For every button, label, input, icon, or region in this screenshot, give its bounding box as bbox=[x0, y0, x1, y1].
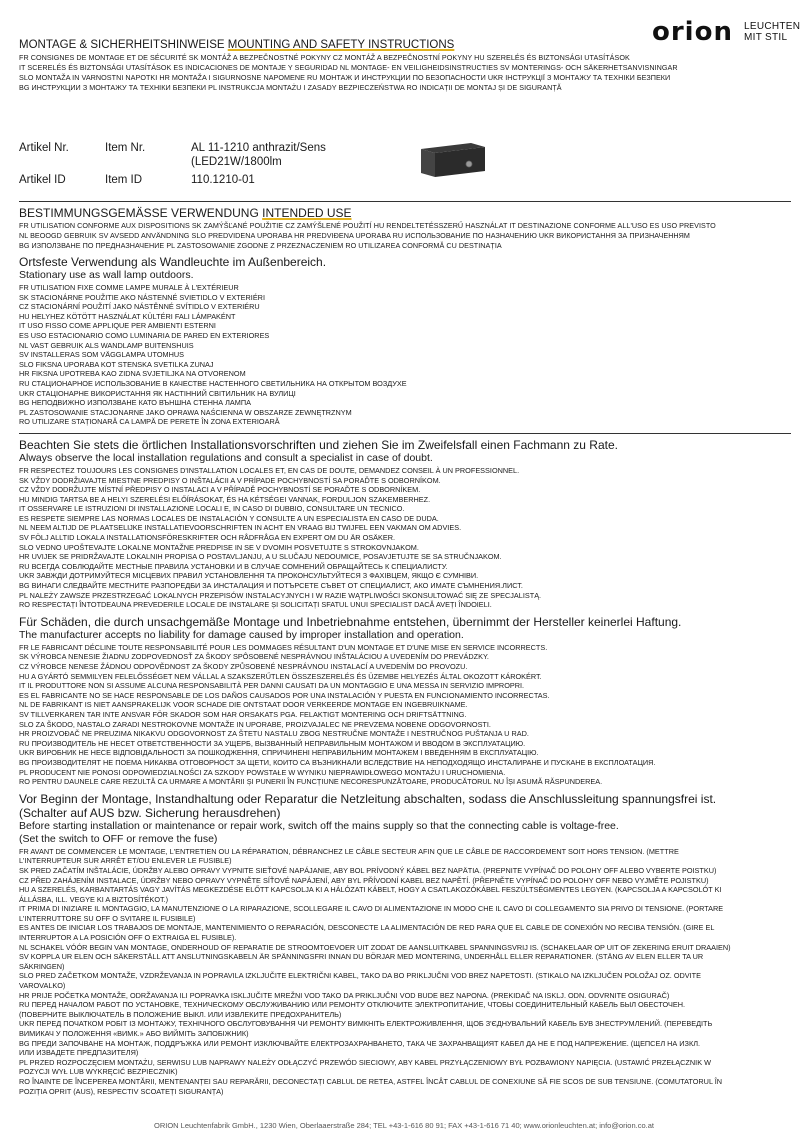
s4-line: ÁLLÁSBA, ILL. VEGYE KI A BIZTOSÍTÉKOT.) bbox=[19, 894, 169, 904]
s3-line: UKR ВИРОБНИК НЕ НЕСЕ ВІДПОВІДАЛЬНОСТІ ЗА ПОШКОДЖЕННЯ, СПРИЧИНЕНІ НЕПРАВИЛЬНИМ МОНТАЖЕМ І ВВЕДЕННЯМ В ЕКСПЛУАТАЦІЮ. bbox=[19, 748, 539, 758]
document-body bbox=[19, 38, 791, 1096]
s4-line: BG ПРЕДИ ЗАПОЧВАНЕ НА МОНТАЖ, ПОДДРЪЖКА ИЛИ РЕМОНТ ИЗКЛЮЧВАЙТЕ ЕЛЕКТРОЗАХРАНВАНЕТО, ТАКА ЧЕ ЗАХРАНВАЩИЯТ КАБЕЛ ДА НЕ Е ПОД НАПРЕЖЕНИЕ. (ЩЕПСЕЛ НА ИЗКЛ. bbox=[19, 1038, 701, 1048]
article-nr-value: AL 11-1210 anthrazit/Sens bbox=[191, 142, 326, 154]
intended-use-translation-line: BG ИЗПОЛЗВАНЕ ПО ПРЕДНАЗНАЧЕНИЕ PL ZASTOSOWANIE ZGODNE Z PRZEZNACZENIEM RO UTILIZAREA CONFORMĂ CU DESTINAȚIA bbox=[19, 241, 502, 250]
s4-line: ВИМИКАЧ У ПОЛОЖЕННЯ «ВИМК.» АБО ВИЙМІТЬ ЗАПОБІЖНИК) bbox=[19, 1029, 249, 1038]
intended-use-title-en: INTENDED USE bbox=[262, 206, 352, 220]
s4-line: HR PRIJE POČETKA MONTAŽE, ODRŽAVANJA ILI POPRAVKA ISKLJUČITE MREŽNI VOD TAKO DA PRIKLJUČNI VOD BUDE BEZ NAPONA. (PREKIDAČ NA ISKLJ. ODN. ODVRNITE OSIGURAČ) bbox=[19, 990, 670, 1000]
s2-line: UKR ЗАВЖДИ ДОТРИМУЙТЕСЯ МІСЦЕВИХ ПРАВИЛ УСТАНОВЛЕННЯ ТА ПРОКОНСУЛЬТУЙТЕСЯ З ФАХІВЦЕМ, ЯКЩО Є СУМНІВИ. bbox=[19, 571, 479, 581]
s1-line: FR UTILISATION FIXE COMME LAMPE MURALE À L'EXTÉRIEUR bbox=[19, 283, 239, 292]
s1-line: HU HELYHEZ KÖTÖTT HASZNÁLAT KÜLTÉRI FALI LÁMPAKÉNT bbox=[19, 311, 236, 321]
intended-use-title bbox=[19, 206, 791, 220]
s1-line: SV INSTALLERAS SOM VÄGGLAMPA UTOMHUS bbox=[19, 350, 185, 360]
s4-line: UKR ПЕРЕД ПОЧАТКОМ РОБІТ ІЗ МОНТАЖУ, ТЕХНІЧНОГО ОБСЛУГОВУВАННЯ ЧИ РЕМОНТУ ВИМКНІТЬ ЕЛЕКТРОЖИВЛЕННЯ, ЩОБ З'ЄДНУВАЛЬНИЙ КАБЕЛЬ БУВ ЗНЕСТРУМЛЕНИЙ. (ПЕРЕВЕДІТЬ bbox=[19, 1019, 713, 1029]
s4-translations bbox=[19, 847, 791, 1096]
s4-line: ES ANTES DE INICIAR LOS TRABAJOS DE MONTAJE, MANTENIMIENTO O REPARACIÓN, DESCONECTE LA ALIMENTACIÓN DE RED PARA QUE EL CABLE DE CONEXIÓN NO RECIBA TENSIÓN. (GIRE EL bbox=[19, 923, 715, 933]
s3-heading-de: Für Schäden, die durch unsachgemäße Montage und Inbetriebnahme entstehen, übernimmt der Hersteller keinerlei Haftung. bbox=[19, 614, 682, 629]
s3-line: ES EL FABRICANTE NO SE HACE RESPONSABLE DE LOS DAÑOS CAUSADOS POR UNA INSTALACIÓN Y PUESTA EN FUNCIONAMIENTO INCORRECTAS. bbox=[19, 690, 550, 700]
s2-line: HU MINDIG TARTSA BE A HELYI SZERELÉSI ELŐÍRÁSOKAT, ÉS HA KÉTSÉGEI VANNAK, FORDULJON SZAKEMBERHEZ. bbox=[19, 494, 431, 504]
s2-heading-de: Beachten Sie stets die örtlichen Installationsvorschriften und ziehen Sie im Zweifelsfall einen Fachmann zu Rate. bbox=[19, 437, 618, 452]
intended-use-translations bbox=[19, 221, 791, 251]
s2-line: NL NEEM ALTIJD DE PLAATSELIJKE INSTALLATIEVOORSCHRIFTEN IN ACHT EN VRAAG BIJ TWIJFEL EEN VAKMAN OM ADVIES. bbox=[19, 523, 462, 533]
s2-line: SV FÖLJ ALLTID LOKALA INSTALLATIONSFÖRESKRIFTER OCH RÅDFRÅGA EN EXPERT OM DU ÄR OSÄKER. bbox=[19, 533, 396, 543]
s3-line: HU A GYÁRTÓ SEMMILYEN FELELŐSSÉGET NEM VÁLLAL A SZAKSZERŰTLEN ÖSSZESZERELÉS ÉS ÜZEMBE HELYEZÉS ÁLTAL OKOZOTT KÁROKÉRT. bbox=[19, 671, 542, 681]
s4-line: IT PRIMA DI INIZIARE IL MONTAGGIO, LA MANUTENZIONE O LA RIPARAZIONE, SCOLLEGARE IL CAVO DI ALIMENTAZIONE IN MODO CHE IL CAVO DI COLLEGAMENTO SIA PRIVO DI TENSIONE. (PORTARE bbox=[19, 904, 724, 914]
s4-line: HU A SZERELÉS, KARBANTARTÁS VAGY JAVÍTÁS MEGKEZDÉSE ELŐTT KAPCSOLJA KI A HÁLÓZATI KÁBELT, HOGY A CSATLAKOZÓKÁBEL FESZÜLTSÉGMENTES LEGYEN. (KAPCSOLJA A KAPCSOLÓT KI bbox=[19, 885, 722, 895]
s3-line: FR LE FABRICANT DÉCLINE TOUTE RESPONSABILITÉ POUR LES DOMMAGES RÉSULTANT D'UN MONTAGE ET D'UNE MISE EN SERVICE INCORRECTS. bbox=[19, 642, 548, 652]
main-title-de: MONTAGE & SICHERHEITSHINWEISE bbox=[19, 39, 225, 51]
s3-line: HR PROIZVOĐAČ NE PREUZIMA NIKAKVU ODGOVORNOST ZA ŠTETU NASTALU ZBOG NESTRUČNE MONTAŽE I NESTRUČNOG PUŠTANJA U RAD. bbox=[19, 729, 529, 739]
s1-translations bbox=[19, 283, 791, 427]
s3-line: CZ VÝROBCE NENESE ŽÁDNOU ODPOVĚDNOST ZA ŠKODY ZPŮSOBENÉ NESPRÁVNOU INSTALACÍ A UVEDENÍM DO PROVOZU. bbox=[19, 662, 468, 671]
s2-line: IT OSSERVARE LE ISTRUZIONI DI INSTALLAZIONE LOCALI E, IN CASO DI DUBBIO, CONSULTARE UN TECNICO. bbox=[19, 504, 405, 514]
s2-line: SLO VEDNO UPOŠTEVAJTE LOKALNE MONTAŽNE PREDPISE IN SE V DVOMIH POSVETUJTE S STROKOVNJAKOM. bbox=[19, 542, 419, 552]
s1-line: RO UTILIZARE STAȚIONARĂ CA LAMPĂ DE PERETE ÎN ZONA EXTERIOARĂ bbox=[19, 417, 280, 427]
s4-line: CZ PŘED ZAHÁJENÍM INSTALACE, ÚDRŽBY NEBO OPRAVY VYPNĚTE SÍŤOVÉ NAPÁJENÍ, ABY BYL PŘÍVODNÍ KABEL BEZ NAPĚTÍ. (PŘEPNĚTE VYPÍNAČ DO POLOHY OFF NEBO VYJMĚTE POJISTKU) bbox=[19, 875, 709, 885]
title-translation-line: BG ИНСТРУКЦИИ З МОНТАЖУ ТА ТЕХНІКИ БЕЗПЕКИ PL INSTRUKCJA MONTAŻU I ZASADY BEZPIECZEŃSTWA RO INDICAȚII DE MONTAJ ȘI DE SIGURANȚĂ bbox=[19, 83, 562, 92]
s3-heading-en: The manufacturer accepts no liability for damage caused by improper installation and operation. bbox=[19, 628, 464, 641]
s4-heading-en-note: (Set the switch to OFF or remove the fuse) bbox=[19, 832, 218, 845]
s2-line: ES RESPETE SIEMPRE LAS NORMAS LOCALES DE INSTALACIÓN Y CONSULTE A UN ESPECIALISTA EN CASO DE DUDA. bbox=[19, 513, 439, 523]
s4-line: RO ÎNAINTE DE ÎNCEPEREA MONTĂRII, MENTENANȚEI SAU REPARĂRII, DECONECTAȚI CABLUL DE RETEA, ASTFEL ÎNCÂT CABLUL DE CONEXIUNE SĂ FIE SCOS DE SUB TENSIUNE. (COMUTATORUL ÎN bbox=[19, 1076, 723, 1086]
s4-line: PL PRZED ROZPOCZĘCIEM MONTAŻU, SERWISU LUB NAPRAWY NALEŻY ODŁĄCZYĆ PRZEWÓD SIECIOWY, ABY KABEL PRZYŁĄCZENIOWY BYŁ POZBAWIONY NAPIĘCIA. (USTAWIĆ PRZEŁĄCZNIK W bbox=[19, 1057, 711, 1067]
article-nr-label-en: Item Nr. bbox=[105, 142, 146, 154]
s1-line: HR FIKSNA UPOTREBA KAO ZIDNA SVJETILJKA NA OTVORENOM bbox=[19, 369, 246, 379]
s1-line: ES USO ESTACIONARIO COMO LUMINARIA DE PARED EN EXTERIORES bbox=[19, 330, 270, 340]
s4-line: (ПОВЕРНИТЕ ВЫКЛЮЧАТЕЛЬ В ПОЛОЖЕНИЕ ВЫКЛ. ИЛИ ИЗВЛЕКИТЕ ПРЕДОХРАНИТЕЛЬ) bbox=[19, 1009, 342, 1019]
s4-heading-de-note: (Schalter auf AUS bzw. Sicherung herausdrehen) bbox=[19, 805, 281, 820]
logo-tagline-line2: MIT STIL bbox=[744, 32, 788, 43]
s2-line: FR RESPECTEZ TOUJOURS LES CONSIGNES D'INSTALLATION LOCALES ET, EN CAS DE DOUTE, DEMANDEZ CONSEIL À UN PROFESSIONNEL. bbox=[19, 465, 520, 475]
s3-line: IT IL PRODUTTORE NON SI ASSUME ALCUNA RESPONSABILITÀ PER DANNI CAUSATI DA UN MONTAGGIO E UNA MESSA IN SERVIZIO IMPROPRI. bbox=[19, 681, 525, 691]
s2-line: SK VŽDY DODRŽIAVAJTE MIESTNE PREDPISY O INŠTALÁCII A V PRÍPADE POCHYBNOSTÍ SA PORAĎTE S ODBORNÍKOM. bbox=[19, 475, 441, 485]
s4-line: VAROVALKO) bbox=[19, 981, 66, 991]
s4-line: SV KOPPLA UR ELEN OCH SÄKERSTÄLL ATT ANSLUTNINGSKABELN ÄR SPÄNNINGSFRI INNAN DU BÖRJAR MED MONTERING, UNDERHÅLL ELLER REPARATIONER. (STÄNG AV ELEN ELLER TA UR bbox=[19, 952, 704, 962]
s3-line: RO PENTRU DAUNELE CARE REZULTĂ CA URMARE A MONTĂRII ȘI PUNERII ÎN FUNCȚIUNE NECORESPUNZĂTOARE, PRODUCĂTORUL NU ÎȘI ASUMĂ RĂSPUNDEREA. bbox=[19, 777, 603, 787]
logo-tagline-line1: LEUCHTEN bbox=[744, 21, 801, 32]
s4-line: FR AVANT DE COMMENCER LE MONTAGE, L'ENTRETIEN OU LA RÉPARATION, DÉBRANCHEZ LE CÂBLE SECTEUR AFIN QUE LE CÂBLE DE RACCORDEMENT SOIT HORS TENSION. (METTRE bbox=[19, 846, 679, 856]
logo-word: orion bbox=[652, 17, 733, 47]
s1-line: PL ZASTOSOWANIE STACJONARNE JAKO OPRAWA NAŚCIENNA W OBSZARZE ZEWNĘTRZNYM bbox=[19, 407, 352, 417]
title-translation-line: SLO MONTAŽA IN VARNOSTNI NAPOTKI HR MONTAŽA I SIGURNOSNE NAPOMENE RU МОНТАЖ И ИНСТРУКЦИИ ПО БЕЗОПАСНОСТИ UKR ІНСТРУКЦІЇ З МОНТАЖУ ТА ТЕХНІКИ БЕЗПЕКИ bbox=[19, 73, 671, 82]
article-nr-value-spec: (LED21W/1800lm bbox=[191, 156, 282, 168]
main-title bbox=[19, 38, 791, 52]
s3-line: SK VÝROBCA NENESIE ŽIADNU ZODPOVEDNOSŤ ZA ŠKODY SPÔSOBENÉ NESPRÁVNOU INŠTALÁCIOU A UVEDENÍM DO PREVÁDZKY. bbox=[19, 652, 489, 662]
title-translation-line: FR CONSIGNES DE MONTAGE ET DE SÉCURITÉ SK MONTÁŽ A BEZPEČNOSTNÉ POKYNY CZ MONTÁŽ A BEZPEČNOSTNÍ POKYNY HU SZERELÉS ÉS BIZTONSÁGI UTASÍTÁSOK bbox=[19, 53, 630, 62]
s4-heading-de: Vor Beginn der Montage, Instandhaltung oder Reparatur die Netzleitung abschalten, sodass die Anschlussleitung spannungsfrei ist. bbox=[19, 791, 717, 806]
s3-line: SV TILLVERKAREN TAR INTE ANSVAR FÖR SKADOR SOM HAR ORSAKATS PGA. FELAKTIGT MONTERING OCH DRIFTSÄTTNING. bbox=[19, 709, 467, 719]
s4-line: SLO PRED ZAČETKOM MONTAŽE, VZDRŽEVANJA IN POPRAVILA IZKLJUČITE ELEKTRIČNI KABEL, TAKO DA BO PRIKLJUČNI VOD BREZ NAPETOSTI. (STIKALO NA IZKLJUČEN POLOŽAJ OZ. ODVITE bbox=[19, 971, 701, 981]
s3-translations bbox=[19, 643, 791, 787]
s1-line: UKR СТАЦІОНАРНЕ ВИКОРИСТАННЯ ЯК НАСТІННИЙ СВІТИЛЬНИК НА ВУЛИЦІ bbox=[19, 388, 296, 398]
title-translation-line: IT SCERELÉS ÉS BIZTONSÁGI UTASÍTÁSOK ES INDICACIONES DE MONTAJE Y SEGURIDAD NL MONTAGE- EN VEILIGHEIDSINSTRUCTIES SV MONTERINGS- OCH SÄKERHETSANVISNINGAR bbox=[19, 63, 678, 72]
s4-line: SÄKRINGEN) bbox=[19, 961, 65, 971]
s3-line: RU ПРОИЗВОДИТЕЛЬ НЕ НЕСЕТ ОТВЕТСТВЕННОСТИ ЗА УЩЕРБ, ВЫЗВАННЫЙ НЕПРАВИЛЬНЫМ МОНТАЖОМ И ВВОДОМ В ЭКСПЛУАТАЦИЮ. bbox=[19, 738, 526, 748]
intended-use-title-de: BESTIMMUNGSGEMÄSSE VERWENDUNG bbox=[19, 206, 259, 220]
s1-line: BG НЕПОДВИЖНО ИЗПОЛЗВАНЕ КАТО ВЪНШНА СТЕННА ЛАМПА bbox=[19, 398, 251, 408]
s3-line: BG ПРОИЗВОДИТЕЛЯТ НЕ ПОЕМА НИКАКВА ОТГОВОРНОСТ ЗА ЩЕТИ, КОИТО СА ВЪЗНИКНАЛИ ВСЛЕДСТВИЕ НА НЕПОДХОДЯЩО ИНСТАЛИРАНЕ И ПУСКАНЕ В ЕКСПЛОАТАЦИЯ. bbox=[19, 757, 656, 767]
product-lamp-image bbox=[419, 141, 489, 181]
article-info bbox=[19, 107, 791, 186]
s3-line: SLO ZA ŠKODO, NASTALO ZARADI NESTROKOVNE MONTAŽE IN UPORABE, PROIZVAJALEC NE PREVZEMA NOBENE ODGOVORNOSTI. bbox=[19, 719, 491, 729]
intended-use-translation-line: FR UTILISATION CONFORME AUX DISPOSITIONS SK ZAMÝŠĽANÉ POUŽITIE CZ ZAMÝŠLENÉ POUŽITÍ HU RENDELTETÉSSZERŰ HASZNÁLAT IT DESTINAZIONE CONFORME ALL'USO ES USO PREVISTO bbox=[19, 221, 716, 230]
s1-line: RU СТАЦИОНАРНОЕ ИСПОЛЬЗОВАНИЕ В КАЧЕСТВЕ НАСТЕННОГО СВЕТИЛЬНИКА НА ОТКРЫТОМ ВОЗДУХЕ bbox=[19, 378, 407, 388]
s4-line: POZIȚIA OPRIT (AUS), RESPECTIV SCOATEȚI SIGURANȚA) bbox=[19, 1086, 224, 1096]
s4-line: L'INTERRUPTEUR SUR ARRÊT ET/OU ENLEVER LE FUSIBLE) bbox=[19, 856, 232, 866]
s2-heading-en: Always observe the local installation regulations and consult a specialist in case of doubt. bbox=[19, 451, 433, 464]
s4-heading-en: Before starting installation or maintenance or repair work, switch off the mains supply so that the connecting cable is voltage-free. bbox=[19, 819, 619, 832]
s4-line: SK PRED ZAČATÍM INŠTALÁCIE, ÚDRŽBY ALEBO OPRAVY VYPNITE SIEŤOVÉ NAPÁJANIE, ABY BOL PRÍVODNÝ KÁBEL BEZ NAPÄTIA. (PREPNITE VYPÍNAČ DO POLOHY OFF ALEBO VYBERTE POISTKU) bbox=[19, 865, 717, 875]
s1-line: SLO FIKSNA UPORABA KOT STENSKA SVETILKA ZUNAJ bbox=[19, 359, 214, 369]
s4-line: INTERRUPTOR A LA POSICIÓN OFF O EXTRAIGA EL FUSIBLE). bbox=[19, 933, 237, 943]
article-id-label-de: Artikel ID bbox=[19, 174, 66, 186]
s1-line: NL VAST GEBRUIK ALS WANDLAMP BUITENSHUIS bbox=[19, 340, 194, 350]
section-divider bbox=[19, 433, 791, 434]
s2-line: PL NALEŻY ZAWSZE PRZESTRZEGAĆ LOKALNYCH PRZEPISÓW INSTALACYJNYCH I W RAZIE WĄTPLIWOŚCI SKONSULTOWAĆ SIĘ ZE SPECJALISTĄ. bbox=[19, 590, 542, 600]
article-id-value: 110.1210-01 bbox=[191, 174, 255, 186]
s1-heading-en: Stationary use as wall lamp outdoors. bbox=[19, 269, 194, 281]
article-nr-label-de: Artikel Nr. bbox=[19, 142, 69, 154]
s3-line: NL DE FABRIKANT IS NIET AANSPRAKELIJK VOOR SCHADE DIE ONTSTAAT DOOR VERKEERDE MONTAGE EN INGEBRUIKNAME. bbox=[19, 700, 468, 710]
intended-use-translation-line: NL BEOOGD GEBRUIK SV AVSEDD ANVÄNDNING SLO PREDVIDENA UPORABA HR PREDVIĐENA UPORABA RU ИСПОЛЬЗОВАНИЕ ПО НАЗНАЧЕНИЮ UKR ВИКОРИСТАННЯ ЗА ПРИЗНАЧЕННЯМ bbox=[19, 231, 690, 240]
s1-line: CZ STACIONÁRNÍ POUŽITÍ JAKO NÁSTĚNNÉ SVÍTIDLO V EXTERIÉRU bbox=[19, 302, 260, 312]
s4-line: NL SCHAKEL VÓÓR BEGIN VAN MONTAGE, ONDERHOUD OF REPARATIE DE STROOMTOEVOER UIT ZODAT DE AANSLUITKABEL SPANNINGSVRIJ IS. (SCHAKELAAR OP UIT OF ZEKERING ERUIT DRAAIEN) bbox=[19, 942, 731, 952]
s2-line: CZ VŽDY DODRŽUJTE MÍSTNÍ PŘEDPISY O INSTALACI A V PŘÍPADĚ POCHYBNOSTÍ SE PORAĎTE S ODBORNÍKEM. bbox=[19, 485, 421, 495]
s4-line: L'INTERRUTTORE SU OFF O SVITARE IL FUSIBILE) bbox=[19, 913, 196, 923]
s1-line: IT USO FISSO COME APPLIQUE PER AMBIENTI ESTERNI bbox=[19, 321, 216, 331]
main-title-en: MOUNTING AND SAFETY INSTRUCTIONS bbox=[227, 39, 455, 51]
s3-line: PL PRODUCENT NIE PONOSI ODPOWIEDZIALNOŚCI ZA SZKODY POWSTAŁE W WYNIKU NIEPRAWIDŁOWEGO MONTAŻU I URUCHOMIENIA. bbox=[19, 767, 506, 777]
s1-heading-de: Ortsfeste Verwendung als Wandleuchte im Außenbereich. bbox=[19, 255, 327, 269]
section-divider bbox=[19, 201, 791, 202]
title-translations bbox=[19, 53, 791, 93]
s2-line: HR UVIJEK SE PRIDRŽAVAJTE LOKALNIH PROPISA O POSTAVLJANJU, A U SLUČAJU NEDOUMICE, POSAVJETUJTE SE SA STRUČNJAKOM. bbox=[19, 552, 502, 562]
s1-line: SK STACIONÁRNE POUŽITIE AKO NÁSTENNÉ SVIETIDLO V EXTERIÉRI bbox=[19, 292, 265, 302]
s2-line: RO RESPECTAȚI ÎNTOTDEAUNA PREVEDERILE LOCALE DE INSTALARE ȘI SOLICITAȚI SFATUL UNUI SPECIALIST DACĂ AVEȚI ÎNDOIELI. bbox=[19, 600, 492, 610]
article-id-label-en: Item ID bbox=[105, 174, 143, 186]
s2-line: BG ВИНАГИ СЛЕДВАЙТЕ МЕСТНИТЕ РАЗПОРЕДБИ ЗА ИНСТАЛАЦИЯ И ПОТЪРСЕТЕ СЪВЕТ ОТ СПЕЦИАЛИСТ, АКО ИМАТЕ СЪМНЕНИЯ.ЛИСТ. bbox=[19, 581, 523, 591]
footer-contact: ORION Leuchtenfabrik GmbH., 1230 Wien, Oberlaaerstraße 284; TEL +43-1-616 80 91; FAX +43-1-616 71 40; www.orionleuchten.at; info@orion.co.at bbox=[154, 1121, 654, 1130]
s4-line: ИЛИ ИЗВАДЕТЕ ПРЕДПАЗИТЕЛЯ) bbox=[19, 1048, 139, 1058]
s4-line: RU ПЕРЕД НАЧАЛОМ РАБОТ ПО УСТАНОВКЕ, ТЕХНИЧЕСКОМУ ОБСЛУЖИВАНИЮ ИЛИ РЕМОНТУ ОТКЛЮЧИТЕ ЭЛЕКТРОПИТАНИЕ, ЧТОБЫ СОЕДИНИТЕЛЬНЫЙ КАБЕЛЬ БЫЛ ОБЕСТОЧЕН. bbox=[19, 1000, 686, 1010]
s2-translations bbox=[19, 466, 791, 610]
s4-line: POZYCJI WYŁ LUB WYKRĘCIĆ BEZPIECZNIK) bbox=[19, 1067, 178, 1077]
s2-line: RU ВСЕГДА СОБЛЮДАЙТЕ МЕСТНЫЕ ПРАВИЛА УСТАНОВКИ И В СЛУЧАЕ СОМНЕНИЙ ОБРАЩАЙТЕСЬ К СПЕЦИАЛИСТУ. bbox=[19, 561, 448, 571]
